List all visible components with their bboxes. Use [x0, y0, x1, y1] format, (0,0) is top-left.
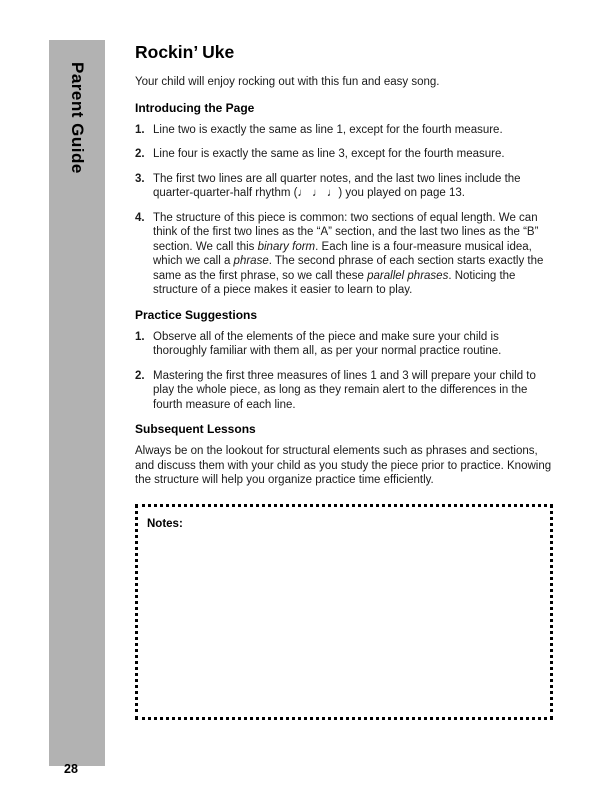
section-heading-introducing-the-page: Introducing the Page [135, 100, 255, 115]
sidebar-tab [49, 40, 105, 766]
item-number: 4. [135, 211, 145, 224]
introducing-list [135, 123, 553, 298]
list-item [135, 172, 553, 201]
item-text: The structure of this piece is common: two sections of equal length. We can think of the first two lines as the “A” section, and the last two lines as the “B” section. We call this binary form. Each line is a four-measure musical idea, which we call a phrase. The second phrase of each section starts exactly the same as the first phrase, so we call these parallel phrases. Noticing the structure of a piece makes it easier to learn to play. [153, 211, 544, 296]
section-heading-subsequent-lessons: Subsequent Lessons [135, 422, 256, 436]
item-text: Mastering the first three measures of lines 1 and 3 will prepare your child to play the whole piece, as long as they remain alert to the differences in the fourth measure of each line. [153, 369, 536, 411]
item-text: Line two is exactly the same as line 1, except for the fourth measure. [153, 123, 503, 136]
list-item [135, 147, 553, 162]
item-number: 3. [135, 172, 145, 185]
notes-box [135, 504, 553, 720]
intro-text: Your child will enjoy rocking out with this fun and easy song. [135, 76, 440, 88]
item-text: Observe all of the elements of the piece and make sure your child is thoroughly familiar with them all, as per your normal practice routine. [153, 330, 502, 357]
main-content [135, 42, 553, 720]
list-item [135, 211, 553, 298]
item-number: 2. [135, 369, 145, 382]
item-number: 2. [135, 148, 145, 160]
section-heading-practice-suggestions: Practice Suggestions [135, 307, 258, 322]
subsequent-lessons-text: Always be on the lookout for structural elements such as phrases and sections, and discuss them with your child as you study the piece prior to practice. Knowing the structure will help you organize practice time efficiently. [135, 445, 552, 486]
item-text: The first two lines are all quarter notes, and the last two lines include the quarter-quarter-half rhythm (♩ ♩ ♩) you played on page 13. [153, 172, 521, 199]
list-item [135, 123, 553, 138]
sidebar-label: Parent Guide [68, 62, 87, 174]
list-item [135, 369, 553, 413]
item-number: 1. [135, 330, 145, 343]
page-number: 28 [64, 762, 78, 776]
list-item [135, 330, 553, 359]
item-number: 1. [135, 123, 145, 136]
practice-list [135, 330, 553, 413]
notes-label: Notes: [147, 517, 183, 530]
page-title: Rockin’ Uke [135, 42, 235, 62]
item-text: Line four is exactly the same as line 3, except for the fourth measure. [153, 148, 505, 160]
